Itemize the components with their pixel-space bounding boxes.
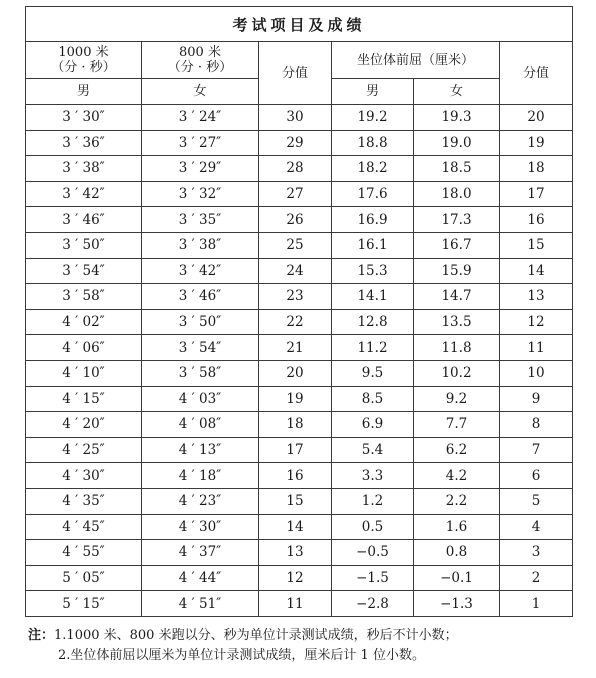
male-1000m-time: 3 ′ 36″ [26,130,142,156]
female-800m-time: 3 ′ 38″ [142,232,259,258]
male-sitreach: 16.9 [332,207,414,233]
header-sit-and-reach: 坐位体前屈（厘米） [332,42,500,79]
male-1000m-time: 3 ′ 38″ [26,156,142,182]
male-sitreach: 1.2 [332,488,414,514]
run-score: 28 [259,156,332,182]
male-1000m-time: 4 ′ 06″ [26,335,142,361]
male-sitreach: 11.2 [332,335,414,361]
sitreach-score: 3 [500,540,573,566]
male-sitreach: −0.5 [332,540,414,566]
female-sitreach: 11.8 [414,335,500,361]
female-sitreach: 15.9 [414,258,500,284]
male-sitreach: 5.4 [332,437,414,463]
female-800m-time: 3 ′ 32″ [142,181,259,207]
male-1000m-time: 4 ′ 02″ [26,309,142,335]
female-sitreach: 13.5 [414,309,500,335]
male-sitreach: −1.5 [332,565,414,591]
run-score: 22 [259,309,332,335]
male-sitreach: 6.9 [332,412,414,438]
run-score: 26 [259,207,332,233]
sitreach-score: 11 [500,335,573,361]
female-800m-time: 4 ′ 51″ [142,591,259,617]
sitreach-score: 6 [500,463,573,489]
table-row [26,514,573,540]
table-row [26,412,573,438]
table-row [26,207,573,233]
sitreach-score: 5 [500,488,573,514]
female-sitreach: 9.2 [414,386,500,412]
table-row [26,156,573,182]
male-1000m-time: 5 ′ 15″ [26,591,142,617]
sitreach-score: 9 [500,386,573,412]
female-sitreach: −0.1 [414,565,500,591]
note-label: 注： [28,628,55,643]
female-sitreach: 18.5 [414,156,500,182]
female-800m-time: 4 ′ 30″ [142,514,259,540]
run-score: 17 [259,437,332,463]
female-800m-time: 3 ′ 29″ [142,156,259,182]
sitreach-score: 17 [500,181,573,207]
female-sitreach: 19.3 [414,105,500,131]
female-800m-time: 4 ′ 23″ [142,488,259,514]
male-1000m-time: 4 ′ 25″ [26,437,142,463]
female-sitreach: 14.7 [414,284,500,310]
male-1000m-time: 4 ′ 45″ [26,514,142,540]
table-row [26,488,573,514]
female-800m-time: 3 ′ 42″ [142,258,259,284]
sitreach-score: 13 [500,284,573,310]
header-1000m-label: 1000 米 （分 · 秒） [51,45,116,75]
female-800m-time: 3 ′ 58″ [142,360,259,386]
run-score: 18 [259,412,332,438]
table-row [26,105,573,131]
note-text-1: 1.1000 米、800 米跑以分、秒为单位计录测试成绩，秒后不计小数； [54,628,458,643]
header-1000m [26,42,142,79]
table-row [26,284,573,310]
sitreach-score: 16 [500,207,573,233]
male-1000m-time: 4 ′ 10″ [26,360,142,386]
table-row [26,540,573,566]
header-score-a: 分值 [259,42,332,105]
table-row [26,232,573,258]
female-sitreach: 0.8 [414,540,500,566]
female-800m-time: 4 ′ 44″ [142,565,259,591]
table-row [26,335,573,361]
header-female-sitreach: 女 [414,79,500,105]
male-sitreach: 14.1 [332,284,414,310]
table-row [26,437,573,463]
sitreach-score: 10 [500,360,573,386]
female-sitreach: 7.7 [414,412,500,438]
run-score: 27 [259,181,332,207]
sitreach-score: 19 [500,130,573,156]
male-1000m-time: 3 ′ 50″ [26,232,142,258]
table-title: 考试项目及成绩 [26,7,573,42]
male-1000m-time: 4 ′ 35″ [26,488,142,514]
score-table [25,6,573,617]
female-sitreach: −1.3 [414,591,500,617]
female-800m-time: 3 ′ 50″ [142,309,259,335]
male-sitreach: 0.5 [332,514,414,540]
header-female-run: 女 [142,79,259,105]
run-score: 30 [259,105,332,131]
male-sitreach: 12.8 [332,309,414,335]
female-sitreach: 18.0 [414,181,500,207]
table-row [26,360,573,386]
male-sitreach: −2.8 [332,591,414,617]
run-score: 24 [259,258,332,284]
female-800m-time: 3 ′ 24″ [142,105,259,131]
female-sitreach: 10.2 [414,360,500,386]
run-score: 14 [259,514,332,540]
header-800m [142,42,259,79]
male-1000m-time: 3 ′ 54″ [26,258,142,284]
run-score: 11 [259,591,332,617]
male-1000m-time: 3 ′ 30″ [26,105,142,131]
sitreach-score: 7 [500,437,573,463]
sitreach-score: 18 [500,156,573,182]
table-row [26,565,573,591]
sitreach-score: 15 [500,232,573,258]
sitreach-score: 2 [500,565,573,591]
sitreach-score: 12 [500,309,573,335]
male-sitreach: 8.5 [332,386,414,412]
header-800m-label: 800 米 （分 · 秒） [167,45,233,75]
header-male-run: 男 [26,79,142,105]
male-sitreach: 19.2 [332,105,414,131]
female-sitreach: 16.7 [414,232,500,258]
sitreach-score: 14 [500,258,573,284]
male-sitreach: 16.1 [332,232,414,258]
female-sitreach: 4.2 [414,463,500,489]
run-score: 23 [259,284,332,310]
female-800m-time: 4 ′ 13″ [142,437,259,463]
female-sitreach: 6.2 [414,437,500,463]
table-row [26,130,573,156]
male-sitreach: 17.6 [332,181,414,207]
male-1000m-time: 4 ′ 55″ [26,540,142,566]
male-sitreach: 9.5 [332,360,414,386]
sitreach-score: 8 [500,412,573,438]
male-1000m-time: 4 ′ 30″ [26,463,142,489]
female-sitreach: 1.6 [414,514,500,540]
run-score: 20 [259,360,332,386]
male-sitreach: 15.3 [332,258,414,284]
female-800m-time: 3 ′ 54″ [142,335,259,361]
female-800m-time: 3 ′ 46″ [142,284,259,310]
male-sitreach: 3.3 [332,463,414,489]
female-800m-time: 4 ′ 08″ [142,412,259,438]
header-male-sitreach: 男 [332,79,414,105]
table-row [26,591,573,617]
note-line-2: 2.坐位体前屈以厘米为单位计录测试成绩，厘米后计 1 位小数。 [58,648,425,663]
male-1000m-time: 3 ′ 46″ [26,207,142,233]
header-score-b: 分值 [500,42,573,105]
table-row [26,463,573,489]
run-score: 19 [259,386,332,412]
male-sitreach: 18.2 [332,156,414,182]
male-1000m-time: 3 ′ 42″ [26,181,142,207]
female-sitreach: 19.0 [414,130,500,156]
note-line-1 [28,626,588,646]
table-row [26,258,573,284]
table-row [26,386,573,412]
female-800m-time: 4 ′ 37″ [142,540,259,566]
female-800m-time: 4 ′ 03″ [142,386,259,412]
run-score: 21 [259,335,332,361]
female-800m-time: 3 ′ 27″ [142,130,259,156]
run-score: 12 [259,565,332,591]
male-1000m-time: 4 ′ 20″ [26,412,142,438]
female-sitreach: 17.3 [414,207,500,233]
run-score: 29 [259,130,332,156]
run-score: 15 [259,488,332,514]
run-score: 25 [259,232,332,258]
male-1000m-time: 3 ′ 58″ [26,284,142,310]
female-sitreach: 2.2 [414,488,500,514]
table-row [26,309,573,335]
run-score: 16 [259,463,332,489]
male-sitreach: 18.8 [332,130,414,156]
sitreach-score: 1 [500,591,573,617]
run-score: 13 [259,540,332,566]
male-1000m-time: 5 ′ 05″ [26,565,142,591]
sitreach-score: 4 [500,514,573,540]
table-body [26,105,573,617]
female-800m-time: 3 ′ 35″ [142,207,259,233]
male-1000m-time: 4 ′ 15″ [26,386,142,412]
table-row [26,181,573,207]
female-800m-time: 4 ′ 18″ [142,463,259,489]
notes [28,626,588,666]
sitreach-score: 20 [500,105,573,131]
